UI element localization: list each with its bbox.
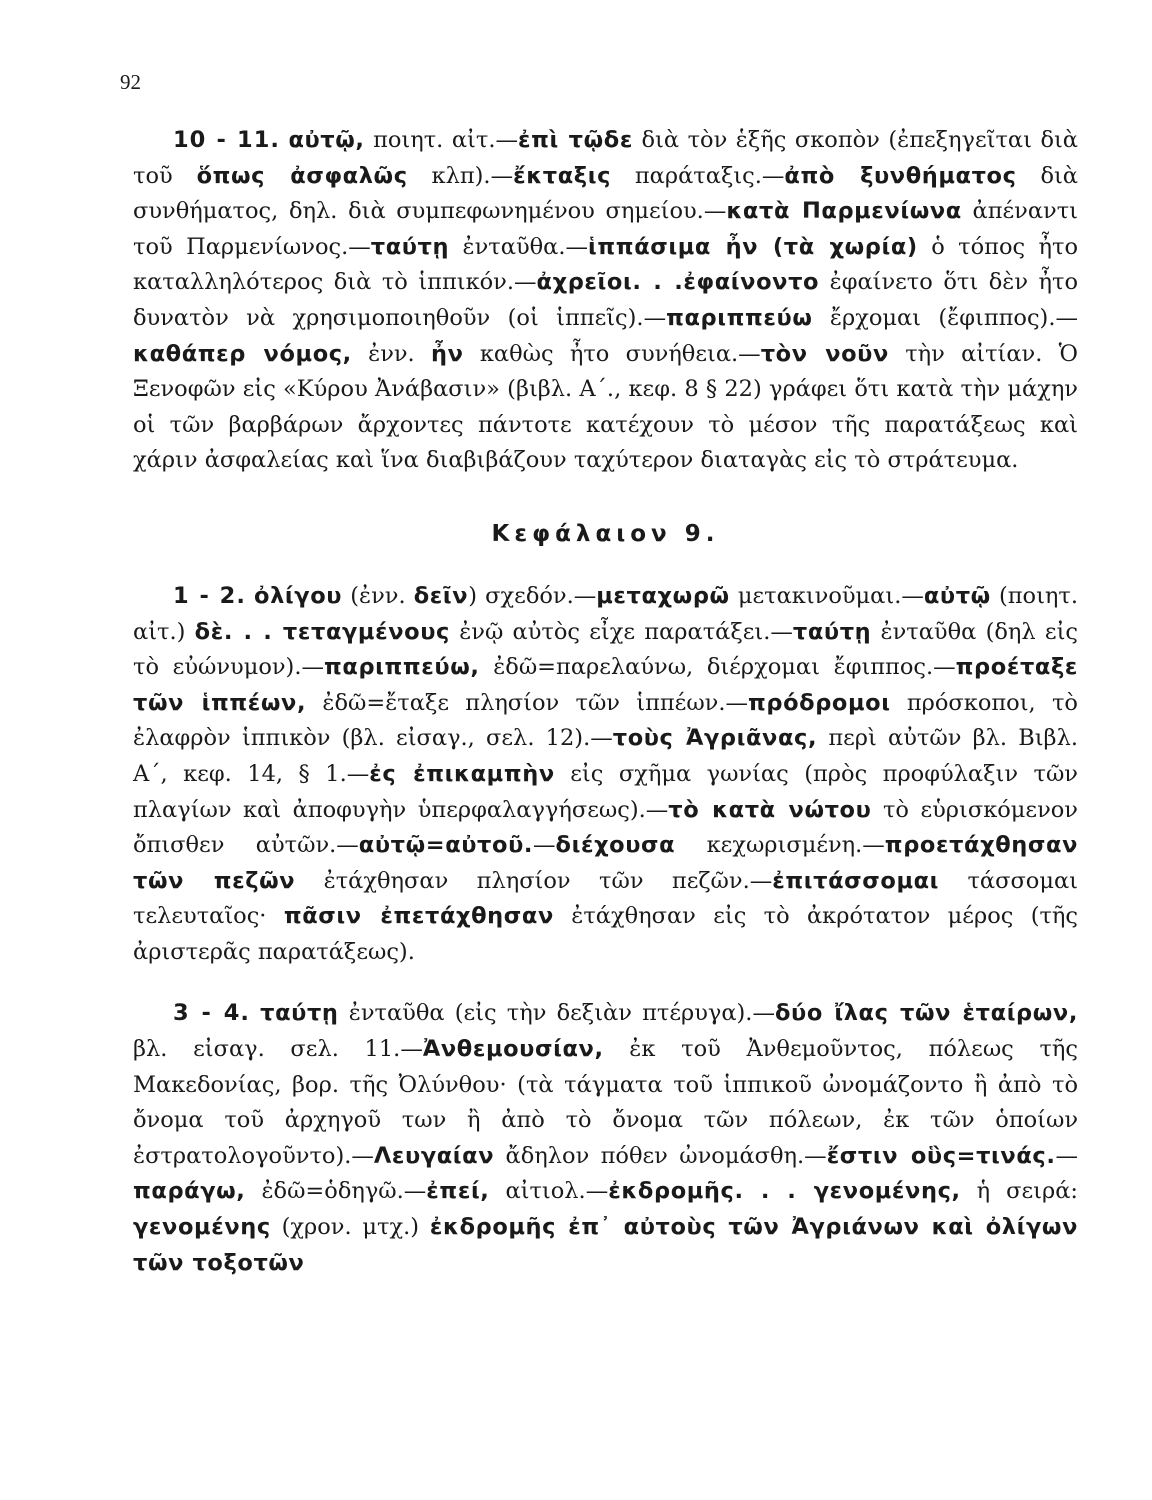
lemma: ἔκταξις — [513, 162, 612, 189]
lemma: ἀχρεῖοι. . .ἐφαίνοντο — [536, 269, 820, 296]
lemma: προετάχθησαν τῶν πεζῶν — [133, 832, 1078, 894]
text-run: κλπ).— — [407, 162, 514, 189]
lemma: ἐπὶ τῷδε — [517, 127, 633, 153]
lemma: αὐτῷ, — [288, 127, 365, 153]
text-run: (ἐνν. — [342, 582, 414, 609]
commentary-paragraph-1-2 — [133, 579, 1078, 971]
lemma: ἐπιτάσσομαι — [772, 867, 940, 894]
text-run: τάσσομαι τελευταῖος· — [133, 867, 1078, 930]
text-run: περὶ αὐτῶν βλ. Βιβλ. Α΄, κεφ. 14, § 1.— — [133, 725, 1078, 787]
lemma: πρόδρομοι — [748, 689, 891, 716]
text-run: τὴν αἰτίαν. Ὁ Ξενοφῶν εἰς «Κύρου Ἀνάβασιν» (βιβλ. Α΄., κεφ. 8 § 22) γράφει ὅτι κατὰ τὴν μάχην οἱ τῶν βαρβάρων ἄρχοντες πάντοτε κατέχουν τὸ μέσον τῆς παρατάξεως καὶ χάριν ἀσφαλείας καὶ ἵνα διαβιβάζουν ταχύτερον διαταγὰς εἰς τὸ στράτευμα. — [133, 340, 1079, 474]
text-run: παράταξις.— — [611, 162, 785, 189]
lemma: ἐκδρομῆς. . . γενομένης, — [608, 1178, 961, 1205]
lemma: Ἀνθεμουσίαν, — [422, 1036, 604, 1063]
text-run: μετακινοῦμαι.— — [729, 582, 924, 609]
commentary-paragraph-10-11 — [133, 123, 1078, 479]
lemma: γενομένης — [133, 1214, 271, 1241]
lemma: αὐτῷ=αὐτοῦ. — [358, 832, 534, 859]
lemma: ὀλίγου — [254, 582, 343, 609]
lemma: ἐπεί, — [426, 1178, 490, 1205]
page-number: 92 — [120, 70, 141, 94]
lemma: δεῖν — [413, 582, 469, 609]
lemma: Λευγαίαν — [373, 1142, 495, 1169]
lemma: δὲ. . . τεταγμένους — [194, 618, 450, 645]
text-run: (ποιητ. αἰτ.) — [133, 582, 1078, 645]
lemma: ἦν — [431, 340, 464, 367]
lemma: ὅπως ἀσφαλῶς — [196, 162, 408, 189]
lemma: διέχουσα — [555, 832, 676, 859]
text-run: τὸ εὑρισκόμενον ὄπισθεν αὐτῶν.— — [133, 796, 1078, 859]
lemma: τὸ κατὰ νώτου — [668, 796, 872, 823]
lemma: παράγω, — [133, 1178, 246, 1205]
text-run: ποιητ. αἰτ.— — [364, 127, 518, 153]
text-run: ἐνταῦθα.— — [449, 233, 589, 260]
lemma: αὐτῷ — [923, 582, 991, 609]
lemma: παριππεύω — [666, 304, 813, 331]
lemma: ἱππάσιμα ἦν (τὰ χωρία) — [588, 233, 918, 260]
lemma: ταύτῃ — [260, 1000, 339, 1027]
text-run: — — [1055, 1142, 1078, 1169]
lemma: ἐς ἐπικαμπὴν — [369, 760, 555, 787]
lemma: τὸν νοῦν — [760, 340, 889, 367]
lemma: καθάπερ νόμος, — [133, 340, 352, 367]
text-run: διὰ συνθήματος, δηλ. διὰ συμπεφωνημένου σημείου.— — [133, 162, 1079, 225]
text-run: ἐδῶ=ἔταξε πλησίον τῶν ἱππέων.— — [306, 689, 748, 716]
lemma: παριππεύω, — [323, 654, 480, 681]
lemma: δύο ἴλας τῶν ἑταίρων, — [774, 1000, 1078, 1027]
lemma: ταύτῃ — [792, 618, 872, 645]
text-run: ἐνῷ αὐτὸς εἶχε παρατάξει.— — [449, 618, 793, 645]
text-run: ἡ σειρά: — [960, 1178, 1078, 1205]
section-number: 3 - 4. — [173, 1000, 250, 1027]
lemma: ταύτῃ — [370, 233, 450, 260]
paragraph-gap — [133, 970, 1078, 996]
text-run: ἐτάχθησαν εἰς τὸ ἀκρότατον μέρος (τῆς ἀριστερᾶς παρατάξεως). — [133, 903, 1078, 965]
section-number: 1 - 2. — [173, 582, 246, 609]
text-run: ἀπέναντι τοῦ Παρμενίωνος.— — [133, 198, 1078, 260]
text-run: βλ. εἰσαγ. σελ. 11.— — [133, 1036, 423, 1063]
text-run: ἐνν. — [351, 340, 431, 367]
commentary-paragraph-3-4 — [133, 996, 1078, 1281]
lemma: τοὺς Ἀγριᾶνας, — [612, 725, 818, 752]
text-run — [250, 1000, 260, 1026]
lemma: ἀπὸ ξυνθήματος — [784, 162, 1017, 189]
text-run: ) σχεδόν.— — [468, 582, 597, 609]
lemma: μεταχωρῶ — [596, 582, 730, 609]
text-run: ἐκ τοῦ Ἀνθεμοῦντος, πόλεως τῆς Μακεδονίας, βορ. τῆς Ὀλύνθου· (τὰ τάγματα τοῦ ἱππικοῦ ὠνομάζοντο ἢ ἀπὸ τὸ ὄνομα τοῦ ἀρχηγοῦ των ἢ ἀπὸ τὸ ὄνομα τῶν πόλεων, ἐκ τῶν ὁποίων ἐστρατολογοῦντο).— — [133, 1036, 1079, 1169]
text-run: — — [533, 832, 556, 859]
text-run: αἰτιολ.— — [489, 1178, 609, 1205]
chapter-heading: Κεφάλαιον 9. — [491, 520, 720, 547]
text-run: εἰς σχῆμα γωνίας (πρὸς προφύλαξιν τῶν πλαγίων καὶ ἀποφυγὴν ὑπερφαλαγγήσεως).— — [133, 760, 1078, 823]
text-run: ἐδῶ=παρελαύνω, διέρχομαι ἔφιππος.— — [479, 654, 956, 681]
text-run: ἐδῶ=ὁδηγῶ.— — [245, 1178, 427, 1205]
section-number: 10 - 11. — [173, 127, 280, 153]
lemma: πᾶσιν ἐπετάχθησαν — [283, 903, 554, 930]
text-run — [246, 583, 254, 609]
text-run: ἐνταῦθα (εἰς τὴν δεξιὰν πτέρυγα).— — [338, 1000, 775, 1027]
text-run: καθὼς ἦτο συνήθεια.— — [463, 340, 761, 367]
text-run: διὰ τὸν ἑξῆς σκοπὸν (ἐπεξηγεῖται διὰ τοῦ — [133, 127, 1079, 189]
text-run: ἐνταῦθα (δηλ εἰς τὸ εὐώνυμον).— — [133, 618, 1079, 681]
text-run: ὁ τόπος ἦτο καταλληλότερος διὰ τὸ ἱππικόν.— — [133, 233, 1079, 296]
text-run: ἔρχομαι (ἔφιππος).— — [812, 304, 1078, 331]
lemma: προέταξε τῶν ἱππέων, — [133, 654, 1078, 716]
text-run: ἐφαίνετο ὅτι δὲν ἦτο δυνατὸν νὰ χρησιμοποιηθοῦν (οἱ ἱππεῖς).— — [133, 269, 1079, 331]
lemma: ἔστιν οὓς=τινάς. — [826, 1142, 1056, 1169]
page-content — [133, 123, 1078, 1281]
lemma: κατὰ Παρμενίωνα — [726, 198, 962, 225]
text-run: πρόσκοποι, τὸ ἐλαφρὸν ἱππικὸν (βλ. εἰσαγ., σελ. 12).— — [133, 689, 1078, 752]
text-run: (χρον. μτχ.) — [270, 1214, 430, 1241]
text-run: ἄδηλον πόθεν ὠνομάσθη.— — [494, 1142, 827, 1169]
lemma: ἐκδρομῆς ἐπ᾽ αὐτοὺς τῶν Ἀγριάνων καὶ ὀλίγων τῶν τοξοτῶν — [133, 1214, 1079, 1276]
text-run: ἐτάχθησαν πλησίον τῶν πεζῶν.— — [295, 867, 773, 894]
text-run: κεχωρισμένη.— — [675, 832, 885, 859]
